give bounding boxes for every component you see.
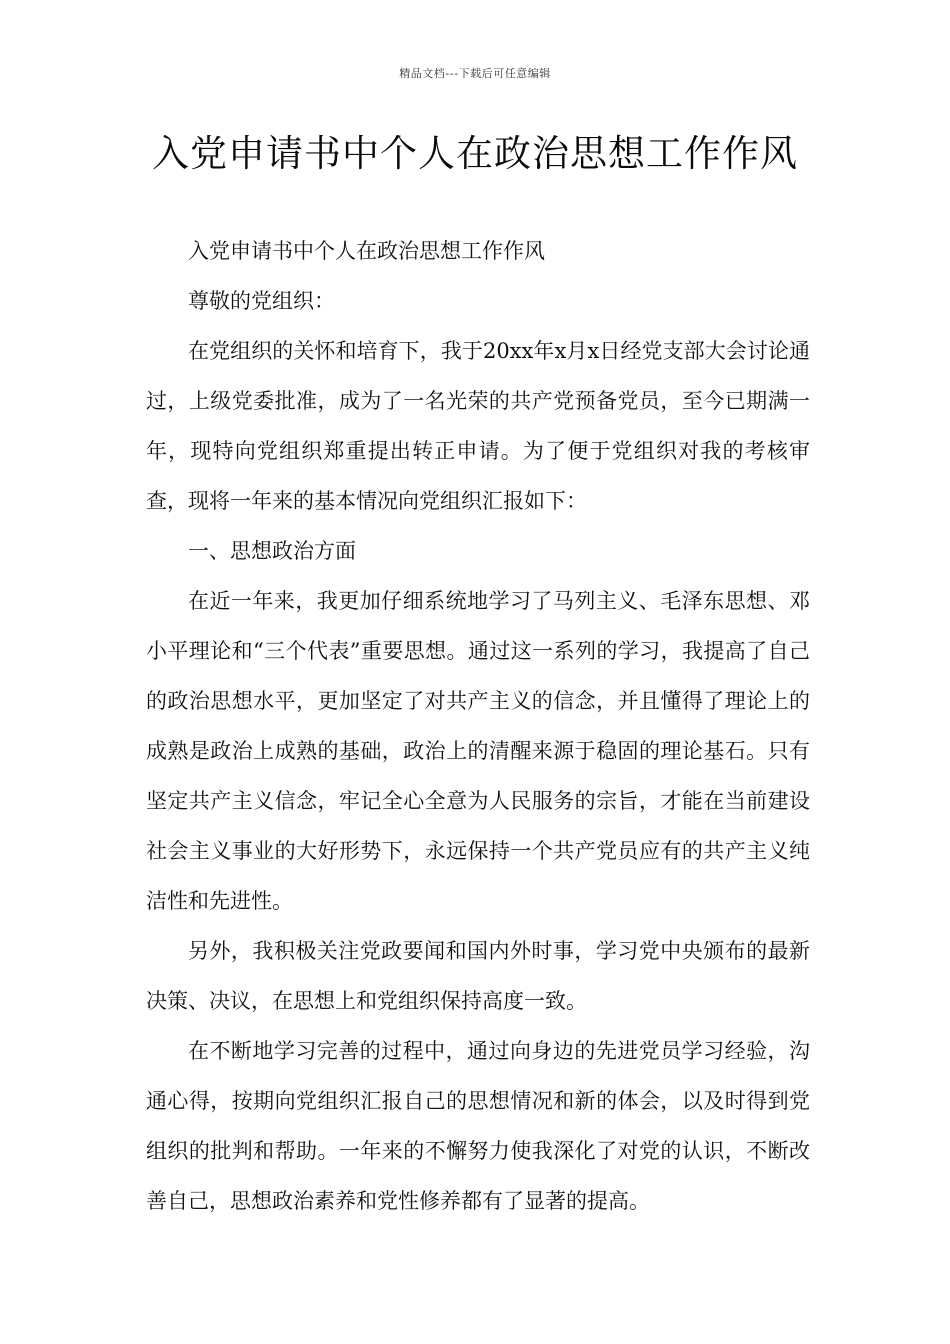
header-note: 精品文档---下载后可任意编辑 (399, 67, 551, 80)
paragraph-improvement: 在不断地学习完善的过程中，通过向身边的先进党员学习经验，沟通心得，按期向党组织汇报自己的思想情况和新的体会，以及时得到党组织的批判和帮助。一年来的不懈努力使我深化了对党的认识，不断改善自己，思想政治素养和党性修养都有了显著的提高。 (146, 1039, 810, 1213)
paragraph-news: 另外，我积极关注党政要闻和国内外时事，学习党中央颁布的最新决策、决议，在思想上和党组织保持高度一致。 (146, 939, 810, 1013)
paragraph-salutation: 尊敬的党组织： (188, 289, 335, 313)
paragraph-intro: 在党组织的关怀和培育下，我于20xx年x月x日经党支部大会讨论通过，上级党委批准，成为了一名光荣的共产党预备党员，至今已期满一年，现特向党组织郑重提出转正申请。为了便于党组织对我的考核审查，现将一年来的基本情况向党组织汇报如下： (146, 339, 810, 513)
section-heading: 一、思想政治方面 (188, 539, 356, 563)
document-body (146, 226, 810, 1226)
paragraph-study: 在近一年来，我更加仔细系统地学习了马列主义、毛泽东思想、邓小平理论和“三个代表”重要思想。通过这一系列的学习，我提高了自己的政治思想水平，更加坚定了对共产主义的信念，并且懂得了理论上的成熟是政治上成熟的基础，政治上的清醒来源于稳固的理论基石。只有坚定共产主义信念，牢记全心全意为人民服务的宗旨，才能在当前建设社会主义事业的大好形势下，永远保持一个共产党员应有的共产主义纯洁性和先进性。 (146, 589, 810, 913)
document-title: 入党申请书中个人在政治思想工作作风 (152, 132, 798, 175)
paragraph-subtitle: 入党申请书中个人在政治思想工作作风 (188, 239, 545, 263)
